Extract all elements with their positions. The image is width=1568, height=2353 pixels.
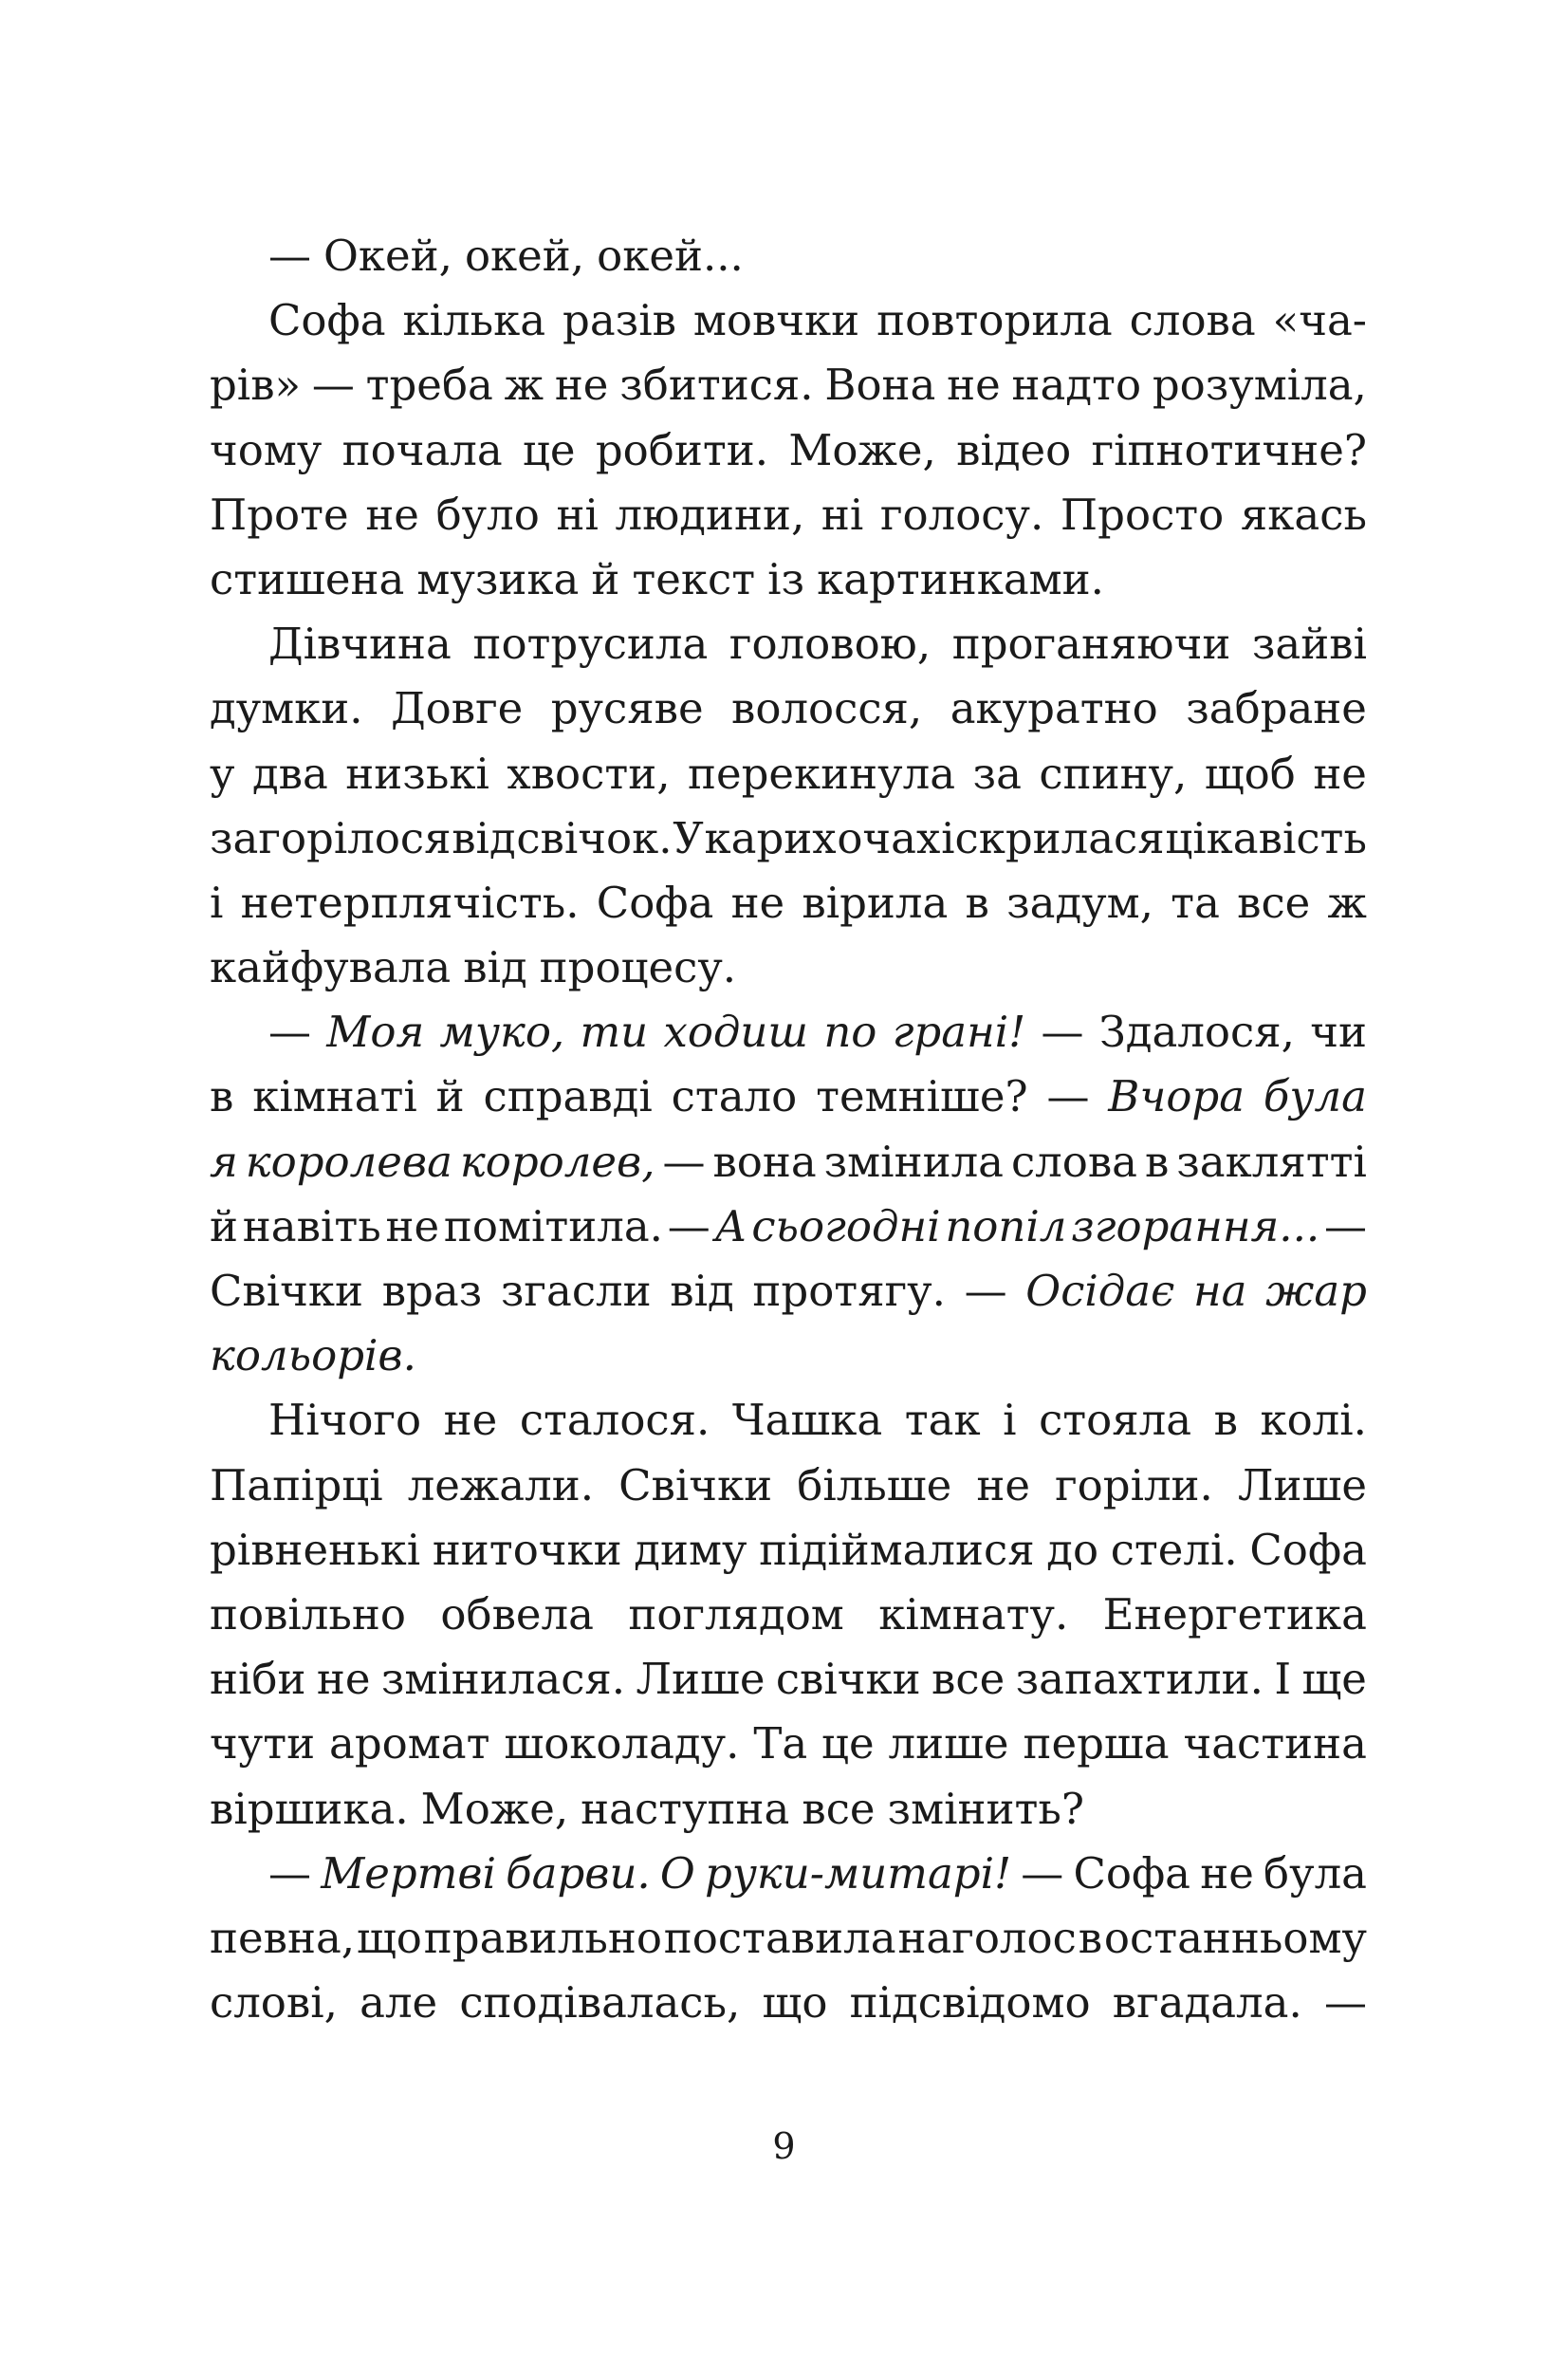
word: не (316, 1654, 371, 1705)
word: певна, (210, 1912, 356, 1963)
word: так (904, 1395, 981, 1446)
word: сподівалась, (459, 1977, 741, 2029)
word: Папірці (210, 1459, 383, 1510)
text-line (210, 353, 1367, 417)
word: горіли. (1055, 1459, 1213, 1510)
word: Довге (391, 683, 524, 734)
word: не (365, 489, 419, 540)
word: картинками. (817, 553, 1104, 604)
italic-word: муко, (439, 1007, 565, 1058)
word: людини, (615, 489, 805, 540)
word: процесу. (539, 942, 737, 993)
word: Лише (1237, 1459, 1367, 1510)
italic-word: барви. (506, 1847, 651, 1899)
text-line (210, 1583, 1367, 1647)
word: в (965, 877, 989, 928)
word: лежали. (407, 1459, 595, 1510)
word: ніби (210, 1654, 306, 1705)
word: голосу. (879, 489, 1044, 540)
word: помітила. (443, 1200, 663, 1251)
text-line (210, 936, 1367, 1000)
text-line (210, 612, 1367, 676)
italic-word: ходиш (663, 1007, 809, 1058)
word: надто (1011, 360, 1142, 411)
word: музика (416, 553, 580, 604)
text-line (210, 1906, 1367, 1971)
word: текст (632, 553, 756, 604)
word: чому (210, 424, 323, 475)
italic-word: ти (580, 1007, 649, 1058)
word: змінилася. (380, 1654, 626, 1705)
word: але (360, 1977, 438, 2029)
word: стишена (210, 553, 405, 604)
text-line (210, 1195, 1367, 1259)
word: нетерплячість. (240, 877, 580, 928)
word: підсвідомо (849, 1977, 1091, 2029)
word: волосся, (731, 683, 923, 734)
word: якась (1240, 489, 1367, 540)
word: У (673, 812, 704, 863)
word: треба (365, 360, 493, 411)
word: й (591, 553, 620, 604)
word: вгадала. (1112, 1977, 1302, 2029)
text-line (210, 224, 1367, 288)
word: слова (1129, 295, 1256, 346)
word: та (1171, 877, 1220, 928)
word: повторила (876, 295, 1113, 346)
word: задум, (1006, 877, 1153, 928)
word: слова (1010, 1136, 1137, 1187)
text-line (210, 806, 1367, 871)
word: все (802, 1783, 876, 1834)
text-line (210, 1842, 1367, 1906)
italic-word: королев, (459, 1136, 655, 1187)
word: рів» (210, 360, 302, 411)
word: зайві (1251, 619, 1367, 670)
word: два (251, 748, 328, 799)
word: Здалося, (1098, 1007, 1295, 1058)
word: в (1144, 1136, 1170, 1187)
word: колі. (1260, 1395, 1367, 1446)
text-line (210, 418, 1367, 483)
italic-word: королева (245, 1136, 452, 1187)
word: кілька (402, 295, 546, 346)
word: в (1213, 1395, 1238, 1446)
word: більше (797, 1459, 952, 1510)
word: — (1323, 1977, 1367, 2029)
word: останньому (1103, 1912, 1367, 1963)
text-line (210, 1324, 1367, 1388)
word: Може, (420, 1783, 569, 1834)
word: перекинула (687, 748, 956, 799)
word: і (1003, 1395, 1017, 1446)
word: ні (821, 489, 864, 540)
word: не (1313, 748, 1367, 799)
word: — (268, 1847, 311, 1899)
word: від (463, 942, 527, 993)
word: підіймалися (759, 1524, 1035, 1575)
text-line (210, 1454, 1367, 1518)
word: вона (712, 1136, 817, 1187)
word: не (554, 360, 609, 411)
word: Софа (596, 877, 714, 928)
word: ж (1327, 877, 1367, 928)
word: не (976, 1459, 1030, 1510)
text-line (210, 676, 1367, 741)
word: частина (1183, 1718, 1367, 1769)
word: стояла (1039, 1395, 1192, 1446)
word: — (311, 360, 355, 411)
word: ниточки (432, 1524, 622, 1575)
word: — (964, 1266, 1007, 1316)
word: навіть (242, 1200, 381, 1251)
word: аромат (329, 1718, 490, 1769)
word: Софа (268, 295, 386, 346)
word: Проте (210, 489, 349, 540)
word: Свічки (210, 1266, 364, 1316)
word: «ча- (1272, 295, 1367, 346)
word: окей... (597, 231, 744, 281)
word: запахтили. (1015, 1654, 1264, 1705)
text-line (210, 1712, 1367, 1776)
word: із (767, 553, 805, 604)
word: робити. (595, 424, 769, 475)
text-line (210, 547, 1367, 612)
word: мовчки (692, 295, 860, 346)
word: гіпнотичне? (1091, 424, 1367, 475)
word: за (972, 748, 1022, 799)
text-line (210, 1647, 1367, 1712)
word: до (1046, 1524, 1099, 1575)
word: І (1274, 1654, 1292, 1705)
word: в (1078, 1912, 1103, 1963)
word: не (443, 1395, 498, 1446)
word: що (762, 1977, 828, 2029)
word: це (522, 424, 576, 475)
text-line (210, 1971, 1367, 2035)
word: Софа (1249, 1524, 1367, 1575)
word: була (1264, 1847, 1367, 1899)
word: ж (504, 360, 544, 411)
italic-word: згорання... (1071, 1200, 1320, 1251)
word: щоб (1204, 748, 1296, 799)
word: низькі (345, 748, 489, 799)
word: не (947, 360, 1001, 411)
word: змінила (823, 1136, 1004, 1187)
italic-word: я (210, 1136, 238, 1187)
word: ні (556, 489, 599, 540)
word: проганяючи (951, 619, 1231, 670)
word: Вона (824, 360, 936, 411)
word: кімнаті (252, 1071, 417, 1122)
word: змінить? (887, 1783, 1084, 1834)
word: свічки (775, 1654, 921, 1705)
word: акуратно (950, 683, 1158, 734)
word: Окей, (323, 231, 452, 281)
word: спину, (1039, 748, 1188, 799)
italic-word: Моя (326, 1007, 425, 1058)
word: разів (563, 295, 676, 346)
word: Може, (788, 424, 936, 475)
text-line (210, 871, 1367, 936)
italic-word: жар (1265, 1266, 1367, 1316)
word: Чашка (731, 1395, 883, 1446)
word: наголос (897, 1912, 1077, 1963)
italic-word: попіл (945, 1200, 1067, 1251)
italic-word: по (823, 1007, 877, 1058)
text-line (210, 1388, 1367, 1453)
text-line (210, 483, 1367, 547)
word: хвости, (507, 748, 671, 799)
word: — (662, 1136, 706, 1187)
text-line (210, 1000, 1367, 1065)
word: диму (634, 1524, 747, 1575)
word: чи (1310, 1007, 1367, 1058)
word: почала (341, 424, 503, 475)
word: шоколаду. (504, 1718, 740, 1769)
word: — (268, 231, 311, 281)
page-number: 9 (772, 2125, 796, 2167)
word: забране (1186, 683, 1367, 734)
word: у (210, 748, 235, 799)
word: від (452, 812, 516, 863)
word: це (821, 1718, 875, 1769)
word: — (1041, 1007, 1084, 1058)
word: окей, (464, 231, 585, 281)
word: наступна (581, 1783, 790, 1834)
word: — (667, 1200, 710, 1251)
italic-word: Мертві (321, 1847, 496, 1899)
word: правильно (423, 1912, 662, 1963)
text-line (210, 1259, 1367, 1324)
word: стало (671, 1071, 798, 1122)
word: Просто (1060, 489, 1225, 540)
word: рівненькі (210, 1524, 421, 1575)
word: в (210, 1071, 234, 1122)
text-line (210, 742, 1367, 806)
word: чути (210, 1718, 316, 1769)
italic-word: на (1193, 1266, 1247, 1316)
word: карих (704, 812, 837, 863)
italic-word: була (1263, 1071, 1367, 1122)
text-line (210, 288, 1367, 353)
word: цікавість (1165, 812, 1367, 863)
word: і (210, 877, 224, 928)
word: лише (888, 1718, 1009, 1769)
word: Лише (636, 1654, 766, 1705)
word: сталося. (519, 1395, 710, 1446)
word: було (435, 489, 540, 540)
italic-word: О (659, 1847, 695, 1899)
word: віршика. (210, 1783, 409, 1834)
word: темніше? (816, 1071, 1028, 1122)
word: що (356, 1912, 422, 1963)
word: — (1021, 1847, 1064, 1899)
italic-word: кольорів. (210, 1330, 416, 1381)
word: все (1237, 877, 1311, 928)
word: не (385, 1200, 440, 1251)
word: протягу. (752, 1266, 946, 1316)
word: русяве (550, 683, 704, 734)
italic-word: грані! (892, 1007, 1026, 1058)
text-line (210, 1130, 1367, 1195)
word: — (1323, 1200, 1367, 1251)
word: Софа (1073, 1847, 1191, 1899)
word: не (1200, 1847, 1254, 1899)
word: й (435, 1071, 465, 1122)
word: загорілося (210, 812, 452, 863)
word: не (730, 877, 785, 928)
word: Нічого (268, 1395, 422, 1446)
word: — (1046, 1071, 1090, 1122)
word: перша (1023, 1718, 1170, 1769)
word: потрусила (472, 619, 709, 670)
word: — (268, 1007, 311, 1058)
word: обвела (440, 1588, 594, 1640)
italic-word: Вчора (1108, 1071, 1245, 1122)
word: повільно (210, 1588, 406, 1640)
word: відео (956, 424, 1072, 475)
italic-word: Осідає (1025, 1266, 1175, 1316)
word: кімнату. (878, 1588, 1069, 1640)
word: Енергетика (1102, 1588, 1367, 1640)
word: й (210, 1200, 238, 1251)
word: свічок. (516, 812, 673, 863)
word: справді (483, 1071, 653, 1122)
word: поглядом (628, 1588, 844, 1640)
word: слові, (210, 1977, 338, 2029)
word: все (932, 1654, 1005, 1705)
word: збитися. (619, 360, 814, 411)
text-line (210, 1777, 1367, 1842)
word: головою, (729, 619, 932, 670)
word: розуміла, (1152, 360, 1367, 411)
word: поставила (663, 1912, 896, 1963)
word: враз (381, 1266, 483, 1316)
italic-word: сьогодні (751, 1200, 941, 1251)
italic-word: А (714, 1200, 747, 1251)
word: Дівчина (268, 619, 452, 670)
word: від (670, 1266, 734, 1316)
word: згасли (500, 1266, 652, 1316)
word: іскрилася (941, 812, 1165, 863)
body-text (210, 224, 1367, 2035)
word: стелі. (1110, 1524, 1238, 1575)
italic-word: руки-митарі! (705, 1847, 1012, 1899)
word: вірила (802, 877, 949, 928)
word: Свічки (618, 1459, 773, 1510)
text-line (210, 1518, 1367, 1583)
word: ще (1301, 1654, 1367, 1705)
word: очах (837, 812, 941, 863)
word: кайфувала (210, 942, 452, 993)
word: заклятті (1176, 1136, 1367, 1187)
text-line (210, 1065, 1367, 1129)
word: думки. (210, 683, 363, 734)
word: Та (753, 1718, 808, 1769)
